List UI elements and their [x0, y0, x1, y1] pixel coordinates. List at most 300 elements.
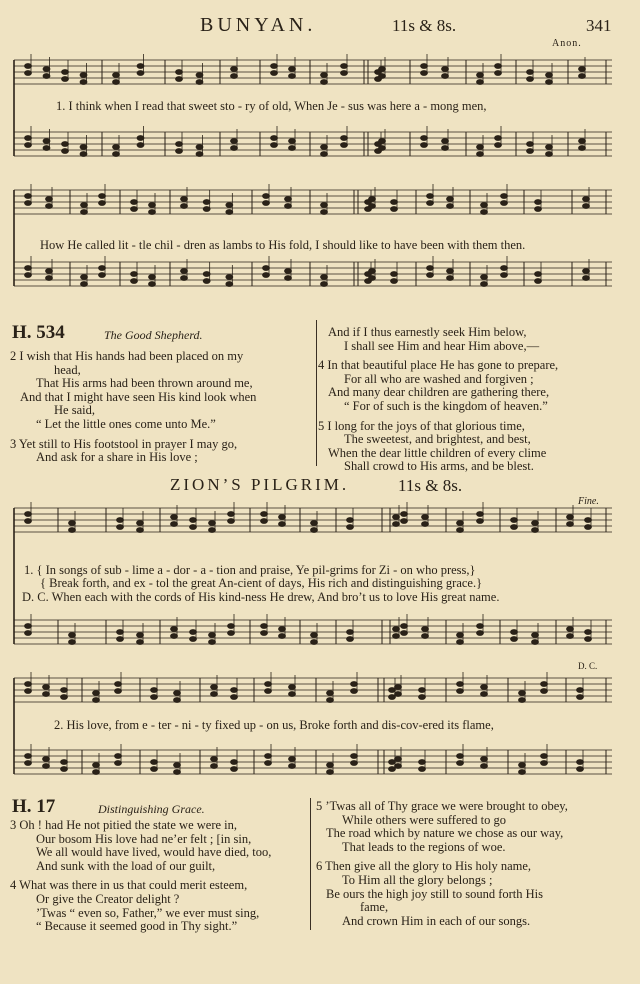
note-head	[457, 633, 464, 638]
note-head	[289, 67, 296, 72]
verse-line: And many dear children are gathering there,	[328, 385, 550, 400]
note-head	[231, 688, 238, 693]
note-head	[351, 682, 358, 687]
note-head	[211, 764, 218, 769]
note-head	[577, 688, 584, 693]
note-head	[176, 77, 183, 82]
note-head	[532, 521, 539, 526]
note-head	[289, 139, 296, 144]
note-head	[25, 194, 32, 199]
note-head	[341, 143, 348, 148]
note-head	[421, 143, 428, 148]
note-head	[422, 627, 429, 632]
note-head	[583, 269, 590, 274]
note-head	[137, 71, 144, 76]
verse-line: I shall see Him and hear Him above,—	[344, 338, 540, 353]
meter-zions-pilgrim: 11s & 8s.	[398, 476, 463, 495]
note-head	[271, 64, 278, 69]
note-head	[61, 760, 68, 765]
note-head	[61, 695, 68, 700]
hymn534-left-column	[10, 350, 310, 465]
note-head	[209, 640, 216, 645]
note-head	[81, 203, 88, 208]
note-head	[62, 142, 69, 147]
note-head	[209, 528, 216, 533]
note-head	[427, 201, 434, 206]
note-head	[442, 146, 449, 151]
note-head	[25, 71, 32, 76]
note-head	[321, 282, 328, 287]
note-head	[117, 525, 124, 530]
verse-line: While others were suffered to go	[342, 812, 506, 827]
note-head	[43, 146, 50, 151]
note-head	[321, 145, 328, 150]
note-head	[369, 269, 376, 274]
verse-line: When the dear little children of every clime	[328, 445, 547, 460]
note-head	[25, 689, 32, 694]
note-head	[477, 80, 484, 85]
note-head	[321, 275, 328, 280]
note-head	[151, 767, 158, 772]
hymn17-right-column	[316, 800, 616, 928]
note-head	[99, 194, 106, 199]
note-head	[347, 630, 354, 635]
verse-line: 5 I long for the joys of that glorious time,	[318, 418, 525, 433]
note-head	[481, 210, 488, 215]
note-head	[579, 146, 586, 151]
note-head	[421, 71, 428, 76]
note-head	[393, 515, 400, 520]
note-head	[501, 201, 508, 206]
note-head	[477, 519, 484, 524]
note-head	[211, 692, 218, 697]
note-head	[203, 279, 210, 284]
note-head	[419, 760, 426, 765]
note-head	[117, 630, 124, 635]
note-head	[442, 139, 449, 144]
note-head	[583, 197, 590, 202]
note-head	[174, 763, 181, 768]
note-head	[285, 197, 292, 202]
note-head	[311, 528, 318, 533]
hymn-number-17: H. 17	[12, 796, 56, 817]
note-head	[585, 630, 592, 635]
note-head	[401, 631, 408, 636]
note-head	[519, 698, 526, 703]
page-number: 341	[586, 16, 612, 35]
note-head	[532, 633, 539, 638]
note-head	[226, 203, 233, 208]
note-head	[190, 637, 197, 642]
note-head	[113, 145, 120, 150]
note-head	[25, 631, 32, 636]
note-head	[231, 74, 238, 79]
note-head	[541, 761, 548, 766]
note-head	[176, 142, 183, 147]
note-head	[457, 689, 464, 694]
verse-line: To Him all the glory belongs ;	[342, 872, 493, 887]
note-head	[579, 139, 586, 144]
note-head	[457, 640, 464, 645]
note-head	[457, 521, 464, 526]
note-head	[261, 624, 268, 629]
note-head	[442, 74, 449, 79]
verse-line: 4 In that beautiful place He has gone to prepare,	[318, 358, 559, 373]
note-head	[401, 512, 408, 517]
note-head	[113, 80, 120, 85]
note-head	[535, 279, 542, 284]
zion-lyric-1a: 1. { In songs of sub - lime a - dor - a - tion and praise, Ye pil-grims for Zi - on who press,}	[24, 563, 476, 577]
note-head	[393, 634, 400, 639]
verse-line: 4 What was there in us that could merit esteem,	[10, 878, 248, 893]
note-head	[99, 266, 106, 271]
zion-lyric-dc: D. C. When each with the cords of His kind-ness He drew, And bro’t us to love His great name.	[22, 590, 500, 604]
note-head	[327, 698, 334, 703]
note-head	[279, 515, 286, 520]
note-head	[341, 136, 348, 141]
note-head	[391, 272, 398, 277]
note-head	[481, 764, 488, 769]
note-head	[481, 282, 488, 287]
note-head	[419, 695, 426, 700]
note-head	[43, 757, 50, 762]
bunyan-lyric-line-1: 1. I think when I read that sweet sto - ry of old, When Je - sus was here a - mong men,	[56, 99, 487, 113]
verse-line: He said,	[54, 403, 95, 418]
note-head	[311, 633, 318, 638]
note-head	[43, 764, 50, 769]
note-head	[495, 136, 502, 141]
note-head	[25, 754, 32, 759]
note-head	[395, 764, 402, 769]
note-head	[228, 512, 235, 517]
note-head	[546, 73, 553, 78]
note-head	[263, 273, 270, 278]
note-head	[271, 71, 278, 76]
note-head	[583, 204, 590, 209]
note-head	[226, 210, 233, 215]
note-head	[115, 689, 122, 694]
note-head	[171, 627, 178, 632]
note-head	[285, 204, 292, 209]
verse-line: That His arms had been thrown around me,	[36, 376, 253, 391]
note-head	[341, 64, 348, 69]
fine-marker: Fine.	[578, 496, 599, 507]
note-head	[501, 194, 508, 199]
note-head	[481, 275, 488, 280]
note-head	[519, 763, 526, 768]
note-head	[196, 73, 203, 78]
verse-line: Our bosom His love had ne’er felt ; [in sin,	[36, 831, 252, 846]
note-head	[577, 767, 584, 772]
bunyan-lyric-line-2: How He called lit - tle chil - dren as lambs to His fold, I should like to have been with them then.	[40, 238, 526, 252]
note-head	[99, 201, 106, 206]
note-head	[69, 633, 76, 638]
note-head	[546, 145, 553, 150]
note-head	[181, 276, 188, 281]
note-head	[289, 764, 296, 769]
verse-line: head,	[54, 362, 81, 377]
note-head	[289, 74, 296, 79]
note-head	[541, 754, 548, 759]
note-head	[137, 143, 144, 148]
note-head	[391, 207, 398, 212]
verse-line: The road which by nature we chose as our way,	[326, 826, 564, 841]
note-head	[279, 634, 286, 639]
note-head	[231, 767, 238, 772]
note-head	[421, 136, 428, 141]
note-head	[401, 519, 408, 524]
note-head	[46, 197, 53, 202]
note-head	[43, 74, 50, 79]
tune-title-bunyan: BUNYAN.	[200, 14, 317, 36]
note-head	[93, 698, 100, 703]
note-head	[69, 528, 76, 533]
note-head	[527, 142, 534, 147]
note-head	[25, 266, 32, 271]
note-head	[511, 630, 518, 635]
note-head	[151, 688, 158, 693]
note-head	[351, 689, 358, 694]
note-head	[457, 754, 464, 759]
note-head	[379, 139, 386, 144]
verse-line: 3 Oh ! had He not pitied the state we were in,	[10, 818, 238, 832]
note-head	[209, 521, 216, 526]
note-head	[447, 276, 454, 281]
zion-lyric-2: 2. His love, from e - ter - ni - ty fixed up - on us, Broke forth and dis-cov-ered its flame,	[54, 718, 494, 732]
note-head	[447, 197, 454, 202]
verse-line: 2 I wish that His hands had been placed on my	[10, 349, 244, 363]
note-head	[226, 282, 233, 287]
note-head	[321, 203, 328, 208]
note-head	[447, 269, 454, 274]
note-head	[481, 757, 488, 762]
note-head	[171, 515, 178, 520]
verse-line: 3 Yet still to His footstool in prayer I may go,	[10, 436, 238, 451]
note-head	[327, 763, 334, 768]
note-head	[477, 73, 484, 78]
note-head	[149, 203, 156, 208]
tune-title-zions-pilgrim: ZION’S PILGRIM.	[170, 475, 350, 494]
note-head	[585, 525, 592, 530]
note-head	[501, 266, 508, 271]
note-head	[447, 204, 454, 209]
note-head	[579, 74, 586, 79]
note-head	[211, 685, 218, 690]
note-head	[401, 624, 408, 629]
note-head	[62, 77, 69, 82]
note-head	[379, 67, 386, 72]
note-head	[196, 145, 203, 150]
note-head	[393, 627, 400, 632]
note-head	[43, 67, 50, 72]
note-head	[131, 279, 138, 284]
note-head	[149, 275, 156, 280]
note-head	[351, 761, 358, 766]
note-head	[137, 64, 144, 69]
note-head	[228, 631, 235, 636]
note-head	[263, 194, 270, 199]
note-head	[585, 637, 592, 642]
note-head	[567, 515, 574, 520]
meter-bunyan: 11s & 8s.	[392, 16, 457, 35]
verse-line: “ Let the little ones come unto Me.”	[36, 416, 216, 431]
note-head	[265, 682, 272, 687]
note-head	[131, 200, 138, 205]
note-head	[137, 633, 144, 638]
hymn-title-good-shepherd: The Good Shepherd.	[104, 328, 203, 342]
note-head	[115, 754, 122, 759]
note-head	[511, 637, 518, 642]
note-head	[25, 143, 32, 148]
note-head	[532, 640, 539, 645]
note-head	[115, 682, 122, 687]
note-head	[137, 640, 144, 645]
note-head	[427, 273, 434, 278]
note-head	[80, 152, 87, 157]
note-head	[285, 269, 292, 274]
note-head	[25, 512, 32, 517]
note-head	[477, 145, 484, 150]
verse-line: fame,	[360, 900, 389, 915]
note-head	[61, 688, 68, 693]
note-head	[62, 149, 69, 154]
note-head	[422, 634, 429, 639]
note-head	[495, 64, 502, 69]
note-head	[263, 201, 270, 206]
note-head	[181, 269, 188, 274]
note-head	[495, 143, 502, 148]
note-head	[181, 204, 188, 209]
note-head	[347, 525, 354, 530]
note-head	[289, 146, 296, 151]
note-head	[231, 67, 238, 72]
hymn-number-534: H. 534	[12, 322, 65, 343]
note-head	[261, 512, 268, 517]
note-head	[149, 282, 156, 287]
note-head	[442, 67, 449, 72]
note-head	[327, 691, 334, 696]
note-head	[519, 770, 526, 775]
note-head	[369, 197, 376, 202]
note-head	[541, 682, 548, 687]
note-head	[495, 71, 502, 76]
note-head	[347, 518, 354, 523]
note-head	[395, 685, 402, 690]
note-head	[501, 273, 508, 278]
note-head	[174, 770, 181, 775]
note-head	[546, 80, 553, 85]
note-head	[25, 64, 32, 69]
note-head	[25, 624, 32, 629]
note-head	[263, 266, 270, 271]
note-head	[311, 640, 318, 645]
note-head	[203, 272, 210, 277]
note-head	[279, 627, 286, 632]
hymn534-right-column	[318, 326, 618, 474]
note-head	[481, 685, 488, 690]
hymn-title-distinguishing-grace: Distinguishing Grace.	[98, 802, 205, 816]
note-head	[174, 698, 181, 703]
note-head	[369, 276, 376, 281]
note-head	[81, 275, 88, 280]
note-head	[137, 521, 144, 526]
note-head	[519, 691, 526, 696]
note-head	[265, 689, 272, 694]
note-head	[117, 637, 124, 642]
verse-line: ’Twas “ even so, Father,” we ever must sing,	[36, 905, 260, 920]
note-head	[93, 770, 100, 775]
note-head	[379, 146, 386, 151]
note-head	[43, 139, 50, 144]
note-head	[477, 152, 484, 157]
note-head	[46, 269, 53, 274]
note-head	[541, 689, 548, 694]
note-head	[567, 634, 574, 639]
note-head	[131, 272, 138, 277]
note-head	[347, 637, 354, 642]
note-head	[25, 761, 32, 766]
note-head	[393, 522, 400, 527]
note-head	[457, 761, 464, 766]
note-head	[391, 279, 398, 284]
note-head	[422, 522, 429, 527]
note-head	[171, 634, 178, 639]
note-head	[379, 74, 386, 79]
note-head	[231, 760, 238, 765]
verse-line: And crown Him in each of our songs.	[342, 913, 531, 928]
note-head	[321, 152, 328, 157]
note-head	[457, 682, 464, 687]
note-head	[427, 266, 434, 271]
note-head	[196, 152, 203, 157]
note-head	[43, 685, 50, 690]
verse-line: 5 ’Twas all of Thy grace we were brought to obey,	[316, 799, 568, 813]
note-head	[149, 210, 156, 215]
note-head	[113, 152, 120, 157]
note-head	[585, 518, 592, 523]
note-head	[46, 204, 53, 209]
note-head	[279, 522, 286, 527]
note-head	[209, 633, 216, 638]
verse-line: The sweetest, and brightest, and best,	[344, 432, 531, 447]
dc-marker: D. C.	[578, 661, 598, 671]
note-head	[321, 210, 328, 215]
note-head	[321, 73, 328, 78]
note-head	[546, 152, 553, 157]
verse-line: And that I might have seen His kind look when	[20, 389, 257, 404]
verse-line: For all who are washed and forgiven ;	[344, 371, 534, 386]
verse-line: We all would have lived, would have died, too,	[36, 845, 272, 860]
note-head	[25, 201, 32, 206]
note-head	[62, 70, 69, 75]
note-head	[421, 64, 428, 69]
note-head	[190, 525, 197, 530]
note-head	[422, 515, 429, 520]
note-head	[151, 695, 158, 700]
note-head	[117, 518, 124, 523]
column-divider	[316, 320, 317, 466]
note-head	[289, 757, 296, 762]
note-head	[327, 770, 334, 775]
note-head	[395, 692, 402, 697]
note-head	[419, 688, 426, 693]
note-head	[511, 525, 518, 530]
note-head	[427, 194, 434, 199]
note-head	[511, 518, 518, 523]
note-head	[80, 80, 87, 85]
note-head	[196, 80, 203, 85]
note-head	[131, 207, 138, 212]
